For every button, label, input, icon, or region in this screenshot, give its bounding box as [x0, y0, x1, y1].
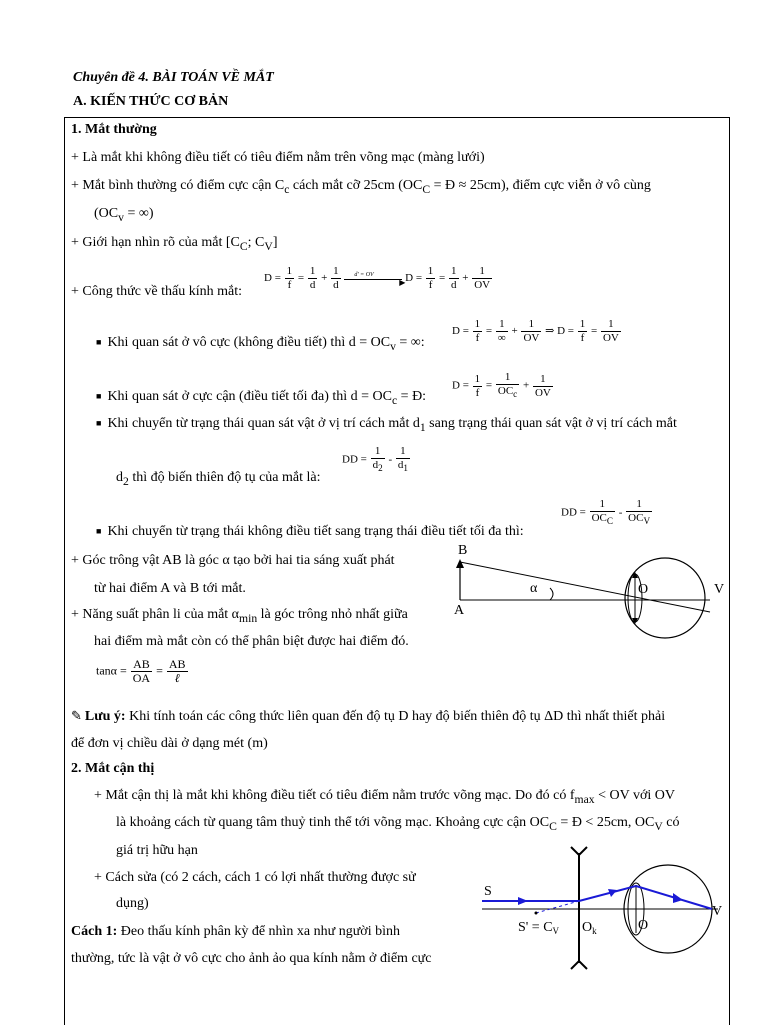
part1-item1: + Là mắt khi không điều tiết có tiêu điểm nằm trên võng mạc (màng lưới)	[71, 150, 485, 165]
part2-heading: 2. Mắt cận thị	[71, 761, 155, 776]
part1-item3: + Giới hạn nhìn rõ của mắt [$C_C$; $C_V$]	[71, 235, 278, 253]
topic-title: Chuyên đề 4. BÀI TOÁN VỀ MẮT	[73, 70, 274, 85]
formula-tan: tanα = $\frac{AB}{OA}$ = $\frac{AB}{\text{ℓ}}$	[96, 657, 186, 685]
part1-heading: 1. Mắt thường	[71, 122, 157, 137]
image-point	[535, 912, 538, 915]
label-v: V	[714, 582, 725, 597]
formula-lens: D = $\frac{1}{f}$ = $\frac{1}{d}$ + $\frac{1}{d}$ d' = OV ▶ D = $\frac{1}{f}$ = $\frac{1}{d}$ + $\frac{1}{OV}$	[264, 265, 491, 291]
part1-bullet1: ■ Khi quan sát ở vô cực (không điều tiết) thì $d = OC_v$ = ∞:	[96, 335, 425, 353]
note-line: ✎ Lưu ý: Khi tính toán các công thức liên quan đến độ tụ D hay độ biến thiên độ tụ ΔD thì nhất thiết phải	[71, 708, 666, 724]
part1-bullet4: ■ Khi chuyển từ trạng thái không điều tiết sang trạng thái điều tiết tối đa thì:	[96, 524, 524, 539]
virtual-ray	[536, 901, 579, 913]
note-line-2: để đơn vị chiều dài ở dạng mét (m)	[71, 736, 268, 751]
myopia-correction-diagram	[478, 845, 728, 970]
part1-bullet3-cont: $d_2$ thì độ biến thiên độ tụ của mắt là:	[116, 470, 321, 488]
part1-item5: + Góc trông vật AB là góc α tạo bởi hai tia sáng xuất phát	[71, 553, 395, 568]
label-s: S	[484, 884, 492, 899]
part1-item6: + Năng suất phân li của mắt $\alpha_{min}$ là góc trông nhỏ nhất giữa	[71, 607, 408, 625]
formula-delta-d: DD = $\frac{1}{d_2}$ - $\frac{1}{d_1}$	[342, 445, 408, 474]
part2-item1-cont2: giá trị hữu hạn	[116, 843, 198, 858]
eye-ray-arrow	[673, 893, 683, 903]
formula-infinity: D = $\frac{1}{f}$ = $\frac{1}{\infty}$ + $\frac{1}{OV}$ ⇒ D = $\frac{1}{f}$ = $\frac{1}{OV}$	[452, 318, 619, 344]
part2-item1: + Mắt cận thị là mắt khi không điều tiết có tiêu điểm nằm trước võng mạc. Do đó có $f_{max}$ < OV với OV	[94, 788, 675, 806]
part1-item6-cont: hai điểm mà mắt còn có thể phân biệt được hai điểm đó.	[94, 634, 409, 649]
part1-item5-cont: từ hai điểm A và B tới mắt.	[94, 581, 246, 596]
label-ok: $O_k$	[582, 920, 597, 936]
label-a: A	[454, 603, 465, 618]
lens-bottom-tip	[571, 961, 587, 969]
angle-arc	[550, 588, 553, 600]
ray-b	[460, 562, 710, 612]
part2-item2-cont: dụng)	[116, 896, 149, 911]
incident-ray-arrow	[518, 897, 528, 905]
part1-item2-cont: ($OC_v$ = ∞)	[94, 206, 154, 224]
lens-top-tip	[571, 847, 587, 855]
part2-item1-cont: là khoảng cách từ quang tâm thuỷ tinh thể tới võng mạc. Khoảng cực cận $OC_C$ = Đ < 25cm, $OC_V$ có	[116, 815, 680, 833]
label-o: O	[638, 918, 649, 933]
label-s-prime: $S' = C_V$	[518, 920, 560, 936]
formula-max-accommodation: DD = $\frac{1}{OC_C}$ - $\frac{1}{OC_V}$	[561, 498, 651, 527]
object-arrow-head	[456, 559, 464, 568]
section-title: A. KIẾN THỨC CƠ BẢN	[73, 94, 229, 109]
label-alpha: α	[530, 581, 538, 596]
label-o: O	[638, 582, 649, 597]
eye-circle	[625, 558, 705, 638]
part2-cach1: Cách 1: Đeo thấu kính phân kỳ để nhìn xa như người bình	[71, 924, 400, 939]
part1-bullet3: ■ Khi chuyển từ trạng thái quan sát vật ở vị trí cách mắt $d_1$ sang trạng thái quan sát vật ở vị trí cách mắt	[96, 416, 677, 434]
part1-bullet2: ■ Khi quan sát ở cực cận (điều tiết tối đa) thì $d = OC_c$ = Đ:	[96, 389, 427, 407]
part1-item4: + Công thức về thấu kính mắt:	[71, 284, 243, 299]
part1-item2: + Mắt bình thường có điểm cực cận $C_c$ cách mắt cỡ 25cm ($OC_C$ = Đ ≈ 25cm), điểm cực viễn ở vô cùng	[71, 178, 651, 196]
part2-item2: + Cách sửa (có 2 cách, cách 1 có lợi nhất thường được sử	[94, 870, 416, 885]
formula-near-point: D = $\frac{1}{f}$ = $\frac{1}{OC_c}$ + $\frac{1}{OV}$	[452, 371, 551, 400]
label-b: B	[458, 543, 468, 558]
visual-angle-diagram	[452, 540, 728, 640]
part2-cach1-cont: thường, tức là vật ở vô cực cho ảnh ảo qua kính nằm ở điểm cực	[71, 951, 432, 966]
label-v: V	[712, 904, 723, 919]
